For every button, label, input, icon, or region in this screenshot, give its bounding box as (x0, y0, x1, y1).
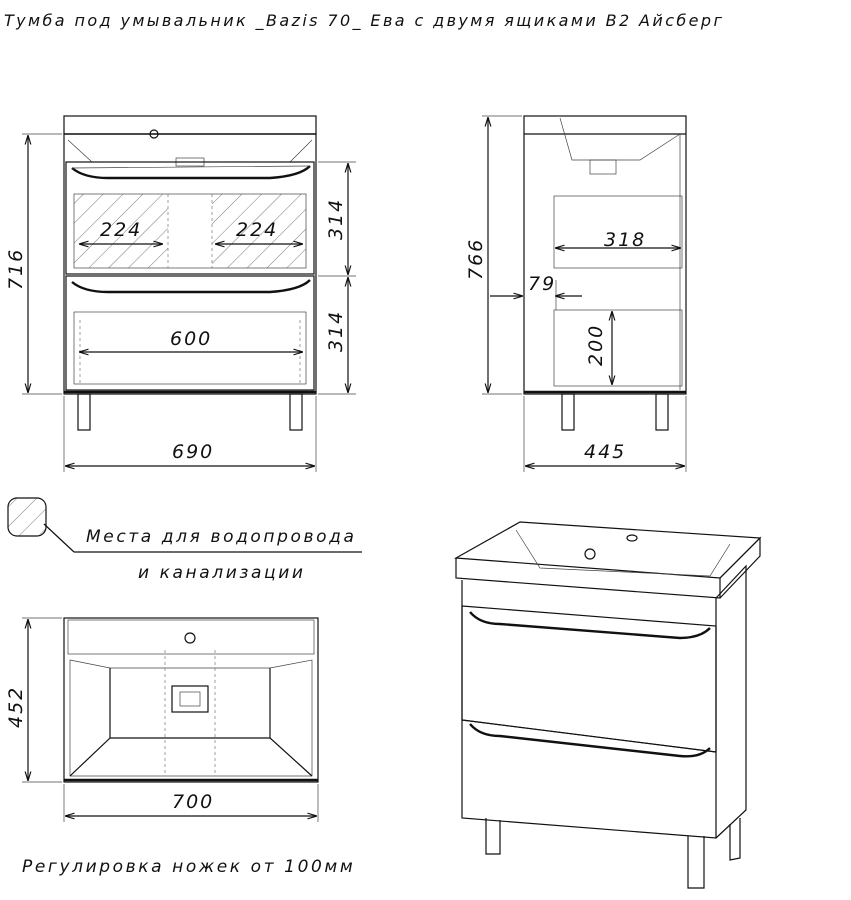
top-depth-label: 452 (5, 685, 27, 728)
side-depth-label: 445 (584, 441, 627, 463)
inner-lower-width-label: 600 (170, 328, 213, 350)
drawing-title: Тумба под умывальник _Bazis 70_ Ева с двумя ящиками В2 Айсберг (4, 11, 725, 30)
top-width-label: 700 (172, 791, 215, 813)
back-offset-label: 79 (528, 273, 557, 295)
hatch-swatch-icon (8, 498, 46, 536)
front-view (5, 116, 356, 472)
front-total-width-label: 690 (172, 441, 215, 463)
isometric-view (456, 522, 760, 888)
legend-line-1: Места для водопровода (86, 527, 357, 547)
inner-left-width-label: 224 (100, 219, 143, 241)
side-total-height-label: 766 (465, 237, 487, 280)
drawer-depth-label: 318 (604, 229, 647, 251)
inner-height-label: 200 (585, 323, 607, 366)
legs-adjustment-note: Регулировка ножек от 100мм (22, 857, 356, 877)
plumbing-legend (8, 498, 362, 583)
front-total-height-label: 716 (5, 247, 27, 290)
lower-drawer-height-label: 314 (325, 309, 347, 352)
side-view (465, 116, 686, 472)
top-view (5, 618, 318, 822)
upper-drawer-height-label: 314 (325, 197, 347, 240)
inner-right-width-label: 224 (236, 219, 279, 241)
legend-line-2: и канализации (138, 563, 306, 583)
